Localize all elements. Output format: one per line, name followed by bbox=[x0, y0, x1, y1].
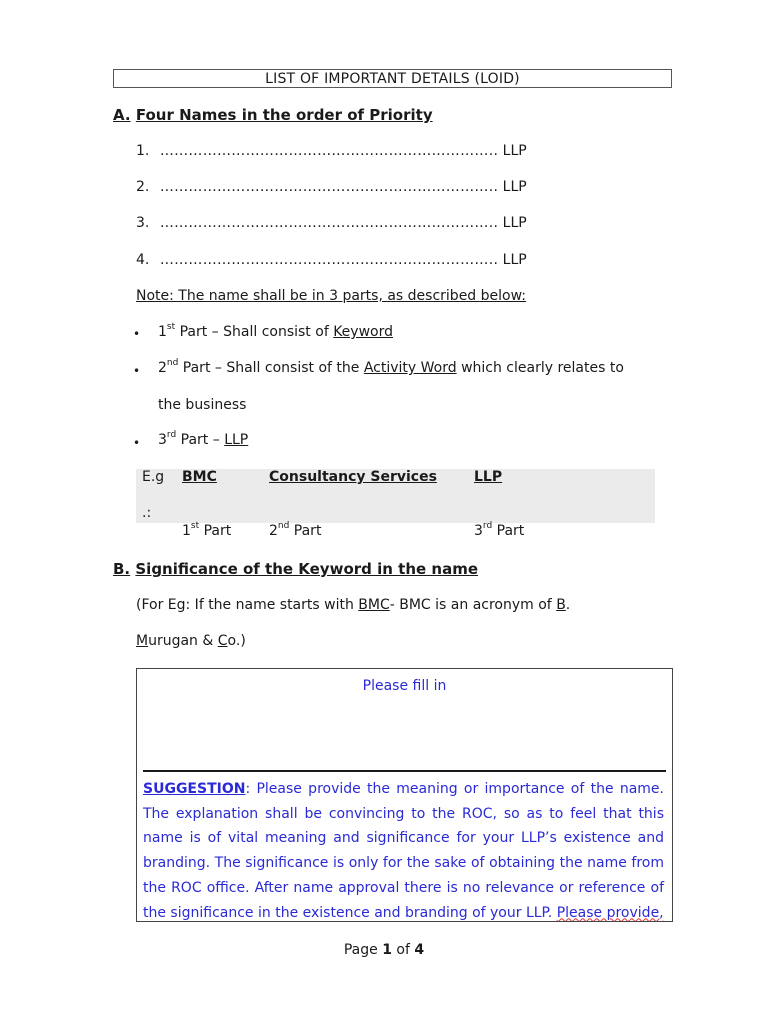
llp-term: LLP bbox=[224, 432, 249, 448]
example-activity: Consultancy Services bbox=[269, 469, 437, 485]
keyword-example-line-2: Murugan & Co.) bbox=[136, 633, 246, 649]
keyword-example-line-1: (For Eg: If the name starts with BMC- BMC is an acronym of B. bbox=[136, 597, 571, 613]
name-number: 2. bbox=[136, 179, 150, 195]
section-a-letter: A. bbox=[113, 106, 131, 124]
significance-input-box[interactable] bbox=[136, 668, 673, 922]
name-dots: …………………………………………………………….. bbox=[159, 215, 499, 231]
name-number: 4. bbox=[136, 252, 150, 268]
name-suffix: LLP bbox=[502, 143, 527, 159]
bullet-icon: • bbox=[133, 436, 141, 450]
name-parts-note: Note: The name shall be in 3 parts, as described below: bbox=[136, 288, 527, 304]
bullet-icon: • bbox=[133, 327, 141, 341]
please-fill-in-label: Please fill in bbox=[362, 678, 447, 694]
page-number: 1 bbox=[382, 942, 392, 958]
name-number: 1. bbox=[136, 143, 150, 159]
name-line-1[interactable] bbox=[136, 143, 527, 159]
page-total: 4 bbox=[414, 942, 425, 958]
bullet-part-2-continuation: the business bbox=[158, 397, 247, 413]
example-part-2: 2nd Part bbox=[269, 521, 322, 539]
name-dots: …………………………………………………………….. bbox=[159, 179, 499, 195]
suggestion-text: SUGGESTION: Please provide the meaning or importance of the name. The explanation shall be convincing to the ROC, so as to feel that this name is of vital meaning and significance for your LLP’s existence and branding. The significance is only for the sake of obtaining the name from the ROC office. After name approval there is no relevance or reference of the significance in the existence and branding of your LLP. Please provide, bbox=[143, 781, 664, 921]
divider bbox=[143, 770, 666, 772]
name-line-4[interactable] bbox=[136, 252, 527, 268]
section-a-title: Four Names in the order of Priority bbox=[135, 106, 433, 124]
bullet-part-3: 3rd Part – LLP bbox=[158, 430, 249, 448]
bullet-part-2: 2nd Part – Shall consist of the Activity Word which clearly relates to bbox=[158, 358, 624, 376]
section-a-heading bbox=[113, 106, 433, 124]
example-keyword: BMC bbox=[182, 469, 217, 485]
spellcheck-flagged-text: Please provide, bbox=[556, 904, 664, 921]
example-part-1: 1st Part bbox=[182, 521, 232, 539]
example-part-3: 3rd Part bbox=[474, 521, 525, 539]
bullet-icon: • bbox=[133, 364, 141, 378]
keyword-term: Keyword bbox=[333, 324, 393, 340]
name-line-3[interactable] bbox=[136, 215, 527, 231]
name-dots: …………………………………………………………….. bbox=[159, 252, 499, 268]
example-label-colon: .: bbox=[142, 505, 152, 521]
activity-word-term: Activity Word bbox=[363, 360, 457, 376]
section-b-letter: B. bbox=[113, 560, 131, 578]
suggestion-keyword: SUGGESTION bbox=[143, 781, 246, 797]
name-number: 3. bbox=[136, 215, 150, 231]
bullet-part-1: 1st Part – Shall consist of Keyword bbox=[158, 322, 393, 340]
name-suffix: LLP bbox=[502, 215, 527, 231]
name-suffix: LLP bbox=[502, 252, 527, 268]
document-title: LIST OF IMPORTANT DETAILS (LOID) bbox=[113, 69, 672, 88]
example-llp: LLP bbox=[474, 469, 503, 485]
section-b-title: Significance of the Keyword in the name bbox=[135, 560, 478, 578]
name-suffix: LLP bbox=[502, 179, 527, 195]
name-dots: …………………………………………………………….. bbox=[159, 143, 499, 159]
page-footer: Page 1 of 4 bbox=[343, 942, 425, 958]
section-b-heading bbox=[113, 560, 478, 578]
example-label: E.g bbox=[142, 469, 165, 485]
name-line-2[interactable] bbox=[136, 179, 527, 195]
